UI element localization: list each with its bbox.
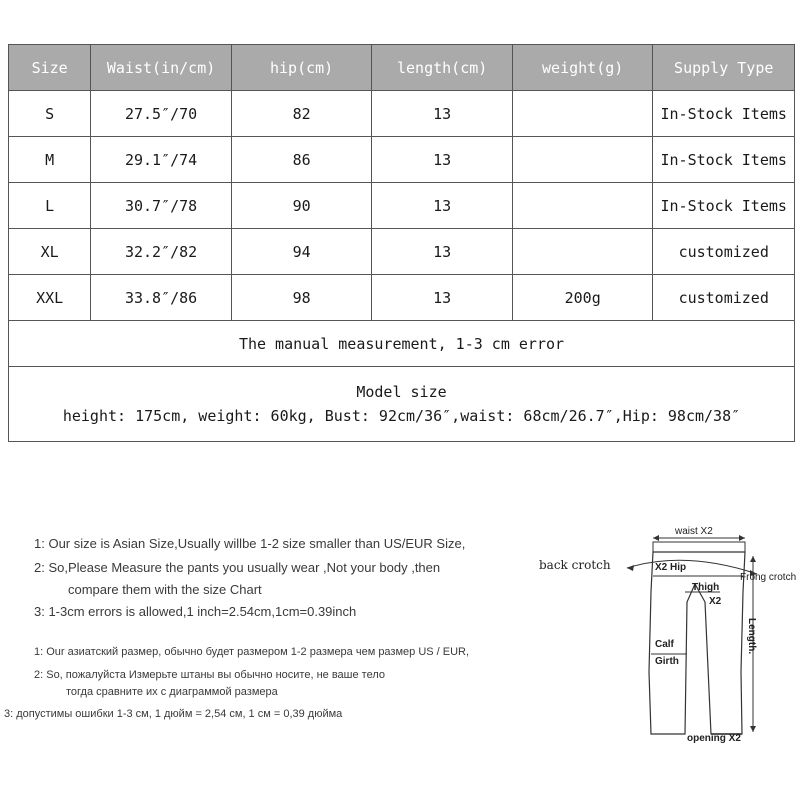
header-length: length(cm)	[372, 45, 513, 91]
cell-size: XXL	[9, 275, 91, 321]
table-row	[9, 91, 795, 137]
cell-length: 13	[372, 229, 513, 275]
header-hip: hip(cm)	[231, 45, 372, 91]
cell-length: 13	[372, 183, 513, 229]
cell-hip: 86	[231, 137, 372, 183]
model-size-cell	[9, 367, 795, 442]
cell-weight: 200g	[512, 275, 653, 321]
cell-supply-type: In-Stock Items	[653, 137, 795, 183]
cell-size: L	[9, 183, 91, 229]
table-header-row	[9, 45, 795, 91]
label-opening: opening X2	[687, 733, 741, 744]
note-russian-2b: тогда сравните их с диаграммой размера	[66, 686, 278, 698]
cell-waist: 30.7″/78	[91, 183, 232, 229]
note-russian-3: 3: допустимы ошибки 1-3 см, 1 дюйм = 2,54 см, 1 см = 0,39 дюйма	[4, 708, 343, 720]
pants-outline	[535, 522, 800, 744]
model-row	[9, 367, 795, 442]
model-size-details: height: 175cm, weight: 60kg, Bust: 92cm/36″,waist: 68cm/26.7″,Hip: 98cm/38″	[62, 407, 741, 425]
table-row	[9, 183, 795, 229]
label-hip: X2 Hip	[655, 562, 687, 573]
cell-supply-type: In-Stock Items	[653, 91, 795, 137]
note-russian-2a: 2: So, пожалуйста Измерьте штаны вы обычно носите, не ваше тело	[34, 669, 385, 681]
cell-length: 13	[372, 137, 513, 183]
measurement-error-note: The manual measurement, 1-3 cm error	[9, 321, 795, 367]
label-waist: waist X2	[675, 526, 713, 537]
table-row	[9, 137, 795, 183]
cell-supply-type: customized	[653, 229, 795, 275]
header-supply-type: Supply Type	[653, 45, 795, 91]
cell-weight	[512, 229, 653, 275]
note-english-2a: 2: So,Please Measure the pants you usually wear ,Not your body ,then	[34, 560, 441, 575]
cell-length: 13	[372, 91, 513, 137]
cell-hip: 98	[231, 275, 372, 321]
cell-size: XL	[9, 229, 91, 275]
label-thigh: Thigh	[692, 582, 720, 593]
note-english-1: 1: Our size is Asian Size,Usually willbe 1-2 size smaller than US/EUR Size,	[34, 536, 466, 551]
note-english-3: 3: 1-3cm errors is allowed,1 inch=2.54cm,1cm=0.39inch	[34, 604, 357, 619]
cell-hip: 90	[231, 183, 372, 229]
table-row	[9, 229, 795, 275]
note-russian-1: 1: Our азиатский размер, обычно будет размером 1-2 размера чем размер US / EUR,	[34, 646, 470, 658]
table-row	[9, 275, 795, 321]
pants-measurement-diagram	[535, 522, 800, 744]
header-weight: weight(g)	[512, 45, 653, 91]
label-calf: Calf	[655, 639, 674, 650]
cell-waist: 33.8″/86	[91, 275, 232, 321]
label-girth: Girth	[655, 656, 679, 667]
label-front-crotch: Frong crotch	[740, 572, 797, 583]
cell-hip: 94	[231, 229, 372, 275]
cell-waist: 29.1″/74	[91, 137, 232, 183]
header-waist: Waist(in/cm)	[91, 45, 232, 91]
cell-weight	[512, 137, 653, 183]
size-chart-table	[8, 44, 795, 442]
model-size-title: Model size	[356, 383, 447, 401]
label-length: Length.	[746, 618, 757, 655]
cell-supply-type: In-Stock Items	[653, 183, 795, 229]
note-english-2b: compare them with the size Chart	[68, 582, 262, 597]
label-back-crotch: back crotch	[539, 558, 611, 572]
note-row	[9, 321, 795, 367]
header-size: Size	[9, 45, 91, 91]
cell-weight	[512, 183, 653, 229]
cell-waist: 27.5″/70	[91, 91, 232, 137]
cell-length: 13	[372, 275, 513, 321]
cell-hip: 82	[231, 91, 372, 137]
cell-supply-type: customized	[653, 275, 795, 321]
cell-waist: 32.2″/82	[91, 229, 232, 275]
cell-size: S	[9, 91, 91, 137]
cell-weight	[512, 91, 653, 137]
cell-size: M	[9, 137, 91, 183]
label-thigh-x2: X2	[709, 596, 722, 607]
